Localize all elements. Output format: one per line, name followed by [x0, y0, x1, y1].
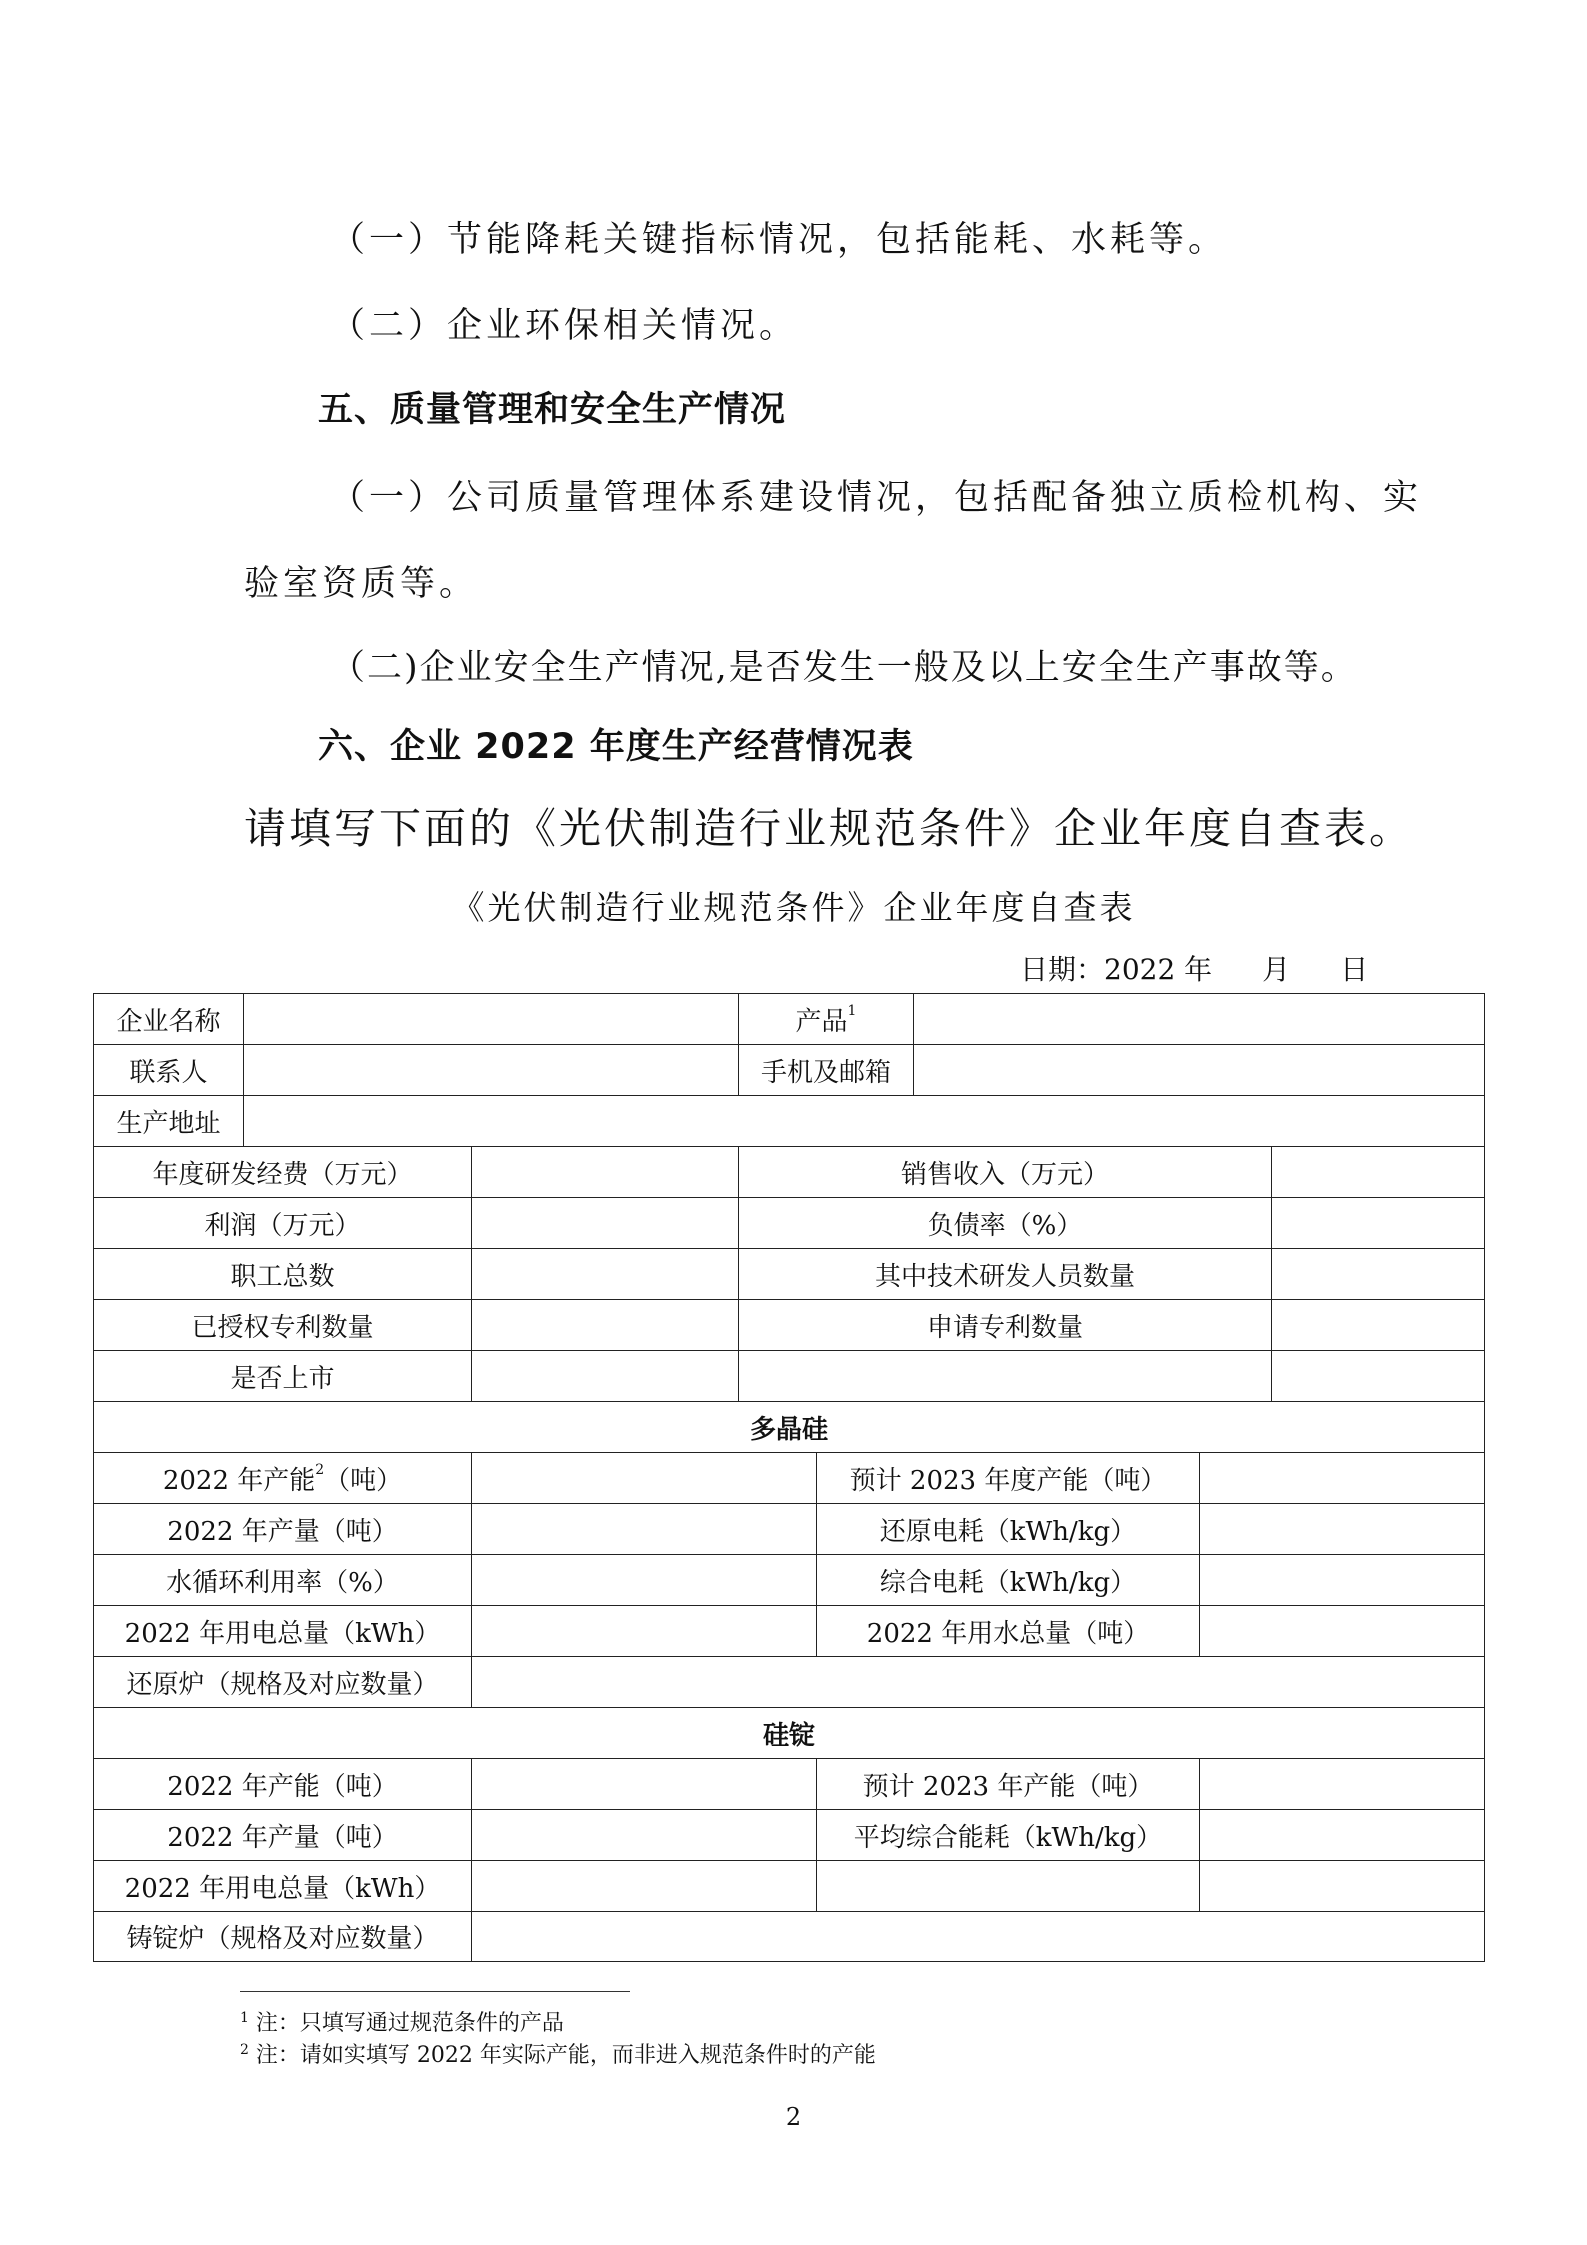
- ingot-extra-field-2[interactable]: [1199, 1860, 1485, 1911]
- table-row: [93, 1554, 1485, 1605]
- reduction-power-field[interactable]: [1199, 1503, 1485, 1554]
- ingot-capacity-2023-field[interactable]: [1199, 1758, 1485, 1809]
- label-company-name: 企业名称: [93, 993, 243, 1044]
- label-poly-output: 2022 年产量（吨）: [93, 1503, 471, 1554]
- label-poly-water: 2022 年用水总量（吨）: [816, 1605, 1199, 1656]
- label-poly-capacity: [93, 1452, 471, 1503]
- section-ingot: 硅锭: [93, 1707, 1485, 1758]
- self-check-table: [93, 993, 1485, 1962]
- footnote-1: [240, 2006, 564, 2037]
- contact-field[interactable]: [243, 1044, 738, 1095]
- product-footnote-mark: 1: [847, 1003, 857, 1019]
- listed-field[interactable]: [471, 1350, 738, 1401]
- heading-operation-table: 六、企业 2022 年度生产经营情况表: [318, 727, 914, 767]
- footnote-2-text: 注：请如实填写 2022 年实际产能，而非进入规范条件时的产能: [255, 2043, 876, 2068]
- address-field[interactable]: [243, 1095, 1485, 1146]
- label-employees: 职工总数: [93, 1248, 471, 1299]
- ingot-capacity-field[interactable]: [471, 1758, 816, 1809]
- section-polysilicon: 多晶硅: [93, 1401, 1485, 1452]
- company-name-field[interactable]: [243, 993, 738, 1044]
- label-poly-electricity: 2022 年用电总量（kWh）: [93, 1605, 471, 1656]
- paragraph-quality-system-line2: 验室资质等。: [244, 564, 479, 604]
- table-row: [93, 1197, 1485, 1248]
- listed-extra-field[interactable]: [738, 1350, 1271, 1401]
- table-row: [93, 1758, 1485, 1809]
- patents-applied-field[interactable]: [1271, 1299, 1485, 1350]
- table-row: [93, 1860, 1485, 1911]
- table-row: [93, 1401, 1485, 1452]
- table-row: [93, 1911, 1485, 1962]
- table-row: [93, 1605, 1485, 1656]
- ingot-extra-field[interactable]: [816, 1860, 1199, 1911]
- date-label: 日期：2022 年: [1020, 953, 1213, 986]
- paragraph-safety: （二)企业安全生产情况,是否发生一般及以上安全生产事故等。: [330, 648, 1358, 688]
- table-row: [93, 1248, 1485, 1299]
- label-profit: 利润（万元）: [93, 1197, 471, 1248]
- ingot-output-field[interactable]: [471, 1809, 816, 1860]
- rd-cost-field[interactable]: [471, 1146, 738, 1197]
- table-title: 《光伏制造行业规范条件》企业年度自查表: [451, 888, 1136, 927]
- table-row: [93, 1452, 1485, 1503]
- sales-field[interactable]: [1271, 1146, 1485, 1197]
- label-rd-staff: 其中技术研发人员数量: [738, 1248, 1271, 1299]
- date-line: [1020, 948, 1368, 988]
- table-row: [93, 1656, 1485, 1707]
- label-reduction-power: 还原电耗（kWh/kg）: [816, 1503, 1199, 1554]
- label-reduction-furnace: 还原炉（规格及对应数量）: [93, 1656, 471, 1707]
- footnote-2-mark: 2: [240, 2042, 249, 2058]
- ingot-electricity-field[interactable]: [471, 1860, 816, 1911]
- table-row: [93, 1044, 1485, 1095]
- table-row: [93, 1146, 1485, 1197]
- label-patents-granted: 已授权专利数量: [93, 1299, 471, 1350]
- table-row: [93, 1299, 1485, 1350]
- label-poly-capacity-2023: 预计 2023 年度产能（吨）: [816, 1452, 1199, 1503]
- poly-output-field[interactable]: [471, 1503, 816, 1554]
- footnote-1-text: 注：只填写通过规范条件的产品: [255, 2011, 564, 2036]
- poly-water-field[interactable]: [1199, 1605, 1485, 1656]
- table-row: [93, 993, 1485, 1044]
- paragraph-environment: （二）企业环保相关情况。: [330, 306, 799, 346]
- paragraph-energy: （一）节能降耗关键指标情况，包括能耗、水耗等。: [330, 220, 1228, 260]
- poly-capacity-prefix: 2022 年产能: [162, 1465, 316, 1496]
- listed-extra-field-2[interactable]: [1271, 1350, 1485, 1401]
- poly-electricity-field[interactable]: [471, 1605, 816, 1656]
- label-total-power-use: 综合电耗（kWh/kg）: [816, 1554, 1199, 1605]
- product-text: 产品: [795, 1006, 848, 1037]
- label-rd-cost: 年度研发经费（万元）: [93, 1146, 471, 1197]
- rd-staff-field[interactable]: [1271, 1248, 1485, 1299]
- footnote-divider: [240, 1991, 630, 1992]
- label-water-recycle: 水循环利用率（%）: [93, 1554, 471, 1605]
- label-avg-energy: 平均综合能耗（kWh/kg）: [816, 1809, 1199, 1860]
- table-row: [93, 1095, 1485, 1146]
- phone-email-field[interactable]: [913, 1044, 1485, 1095]
- avg-energy-field[interactable]: [1199, 1809, 1485, 1860]
- label-ingot-capacity-2023: 预计 2023 年产能（吨）: [816, 1758, 1199, 1809]
- casting-furnace-field[interactable]: [471, 1911, 1485, 1962]
- profit-field[interactable]: [471, 1197, 738, 1248]
- water-recycle-field[interactable]: [471, 1554, 816, 1605]
- label-address: 生产地址: [93, 1095, 243, 1146]
- label-phone-email: 手机及邮箱: [738, 1044, 913, 1095]
- label-casting-furnace: 铸锭炉（规格及对应数量）: [93, 1911, 471, 1962]
- heading-quality-safety: 五、质量管理和安全生产情况: [318, 390, 787, 430]
- table-row: [93, 1350, 1485, 1401]
- table-row: [93, 1503, 1485, 1554]
- day-label: 日: [1340, 953, 1369, 986]
- employees-field[interactable]: [471, 1248, 738, 1299]
- label-ingot-electricity: 2022 年用电总量（kWh）: [93, 1860, 471, 1911]
- footnote-1-mark: 1: [240, 2010, 249, 2026]
- table-row: [93, 1707, 1485, 1758]
- poly-capacity-suffix: （吨）: [324, 1465, 403, 1496]
- label-debt-ratio: 负债率（%）: [738, 1197, 1271, 1248]
- patents-granted-field[interactable]: [471, 1299, 738, 1350]
- page-number: 2: [785, 2103, 802, 2131]
- paragraph-quality-system-line1: （一）公司质量管理体系建设情况，包括配备独立质检机构、实: [330, 478, 1423, 518]
- total-power-use-field[interactable]: [1199, 1554, 1485, 1605]
- label-ingot-capacity: 2022 年产能（吨）: [93, 1758, 471, 1809]
- reduction-furnace-field[interactable]: [471, 1656, 1485, 1707]
- table-row: [93, 1809, 1485, 1860]
- poly-capacity-field[interactable]: [471, 1452, 816, 1503]
- debt-ratio-field[interactable]: [1271, 1197, 1485, 1248]
- poly-capacity-2023-field[interactable]: [1199, 1452, 1485, 1503]
- instruction-line: 请填写下面的《光伏制造行业规范条件》企业年度自查表。: [244, 804, 1415, 853]
- label-sales: 销售收入（万元）: [738, 1146, 1271, 1197]
- label-product: [738, 993, 913, 1044]
- label-patents-applied: 申请专利数量: [738, 1299, 1271, 1350]
- label-listed: 是否上市: [93, 1350, 471, 1401]
- product-field[interactable]: [913, 993, 1485, 1044]
- label-ingot-output: 2022 年产量（吨）: [93, 1809, 471, 1860]
- label-contact: 联系人: [93, 1044, 243, 1095]
- footnote-2: [240, 2038, 876, 2069]
- month-label: 月: [1262, 953, 1291, 986]
- capacity-footnote-mark: 2: [315, 1462, 325, 1478]
